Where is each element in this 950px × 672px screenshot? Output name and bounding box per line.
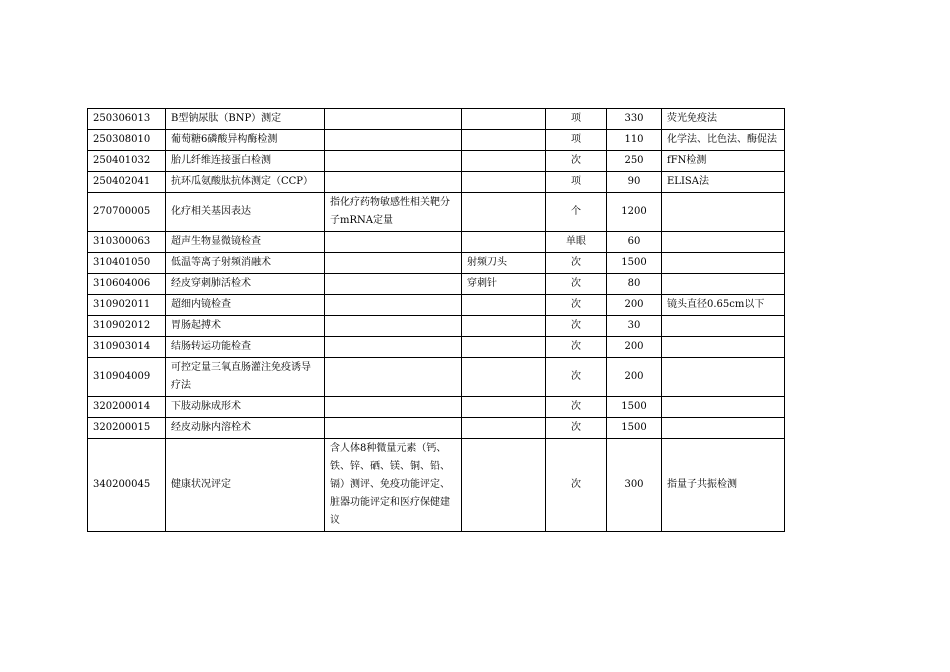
unit-cell: 次 (546, 274, 607, 295)
item-name-cell: 超细内镜检查 (166, 295, 325, 316)
excluded-material-cell (462, 130, 546, 151)
price-cell: 200 (607, 337, 662, 358)
item-name-cell: 下肢动脉成形术 (166, 397, 325, 418)
table-row (88, 172, 785, 193)
item-code-cell: 310904009 (88, 358, 166, 397)
excluded-material-cell (462, 109, 546, 130)
item-code-cell: 250401032 (88, 151, 166, 172)
item-name-cell: 超声生物显微镜检查 (166, 232, 325, 253)
price-table (87, 108, 785, 532)
item-name-cell: 抗环瓜氨酸肽抗体测定（CCP） (166, 172, 325, 193)
note-cell: 化学法、比色法、酶促法 (662, 130, 785, 151)
table-row (88, 193, 785, 232)
item-code-cell: 250306013 (88, 109, 166, 130)
unit-cell: 单眼 (546, 232, 607, 253)
item-content-cell: 指化疗药物敏感性相关靶分子mRNA定量 (325, 193, 462, 232)
item-code-cell: 250402041 (88, 172, 166, 193)
excluded-material-cell (462, 358, 546, 397)
note-cell: ELISA法 (662, 172, 785, 193)
price-cell: 300 (607, 439, 662, 532)
excluded-material-cell (462, 397, 546, 418)
item-name-cell: 经皮动脉内溶栓术 (166, 418, 325, 439)
item-code-cell: 310902011 (88, 295, 166, 316)
excluded-material-cell (462, 316, 546, 337)
item-code-cell: 310902012 (88, 316, 166, 337)
item-content-cell (325, 274, 462, 295)
item-name-cell: 胃肠起搏术 (166, 316, 325, 337)
item-content-cell (325, 418, 462, 439)
item-content-cell: 含人体8种微量元素（钙、铁、锌、硒、镁、铜、铅、镉）测评、免疫功能评定、脏器功能评定和医疗保健建议 (325, 439, 462, 532)
unit-cell: 次 (546, 151, 607, 172)
table-row (88, 151, 785, 172)
excluded-material-cell (462, 337, 546, 358)
note-cell (662, 397, 785, 418)
table-row (88, 274, 785, 295)
item-code-cell: 320200015 (88, 418, 166, 439)
table-body (88, 109, 785, 532)
item-content-cell (325, 151, 462, 172)
item-content-cell (325, 172, 462, 193)
price-cell: 250 (607, 151, 662, 172)
unit-cell: 项 (546, 109, 607, 130)
price-cell: 1200 (607, 193, 662, 232)
unit-cell: 项 (546, 172, 607, 193)
table-row (88, 337, 785, 358)
item-content-cell (325, 232, 462, 253)
item-name-cell: 化疗相关基因表达 (166, 193, 325, 232)
item-code-cell: 310401050 (88, 253, 166, 274)
price-cell: 330 (607, 109, 662, 130)
item-content-cell (325, 397, 462, 418)
note-cell (662, 193, 785, 232)
item-code-cell: 270700005 (88, 193, 166, 232)
item-content-cell (325, 130, 462, 151)
price-cell: 90 (607, 172, 662, 193)
table-row (88, 418, 785, 439)
item-name-cell: 葡萄糖6磷酸异构酶检测 (166, 130, 325, 151)
table-row (88, 358, 785, 397)
note-cell: 指量子共振检测 (662, 439, 785, 532)
table-row (88, 316, 785, 337)
price-cell: 110 (607, 130, 662, 151)
item-name-cell: 可控定量三氧直肠灌注免疫诱导疗法 (166, 358, 325, 397)
note-cell: fFN检测 (662, 151, 785, 172)
item-code-cell: 310903014 (88, 337, 166, 358)
price-cell: 80 (607, 274, 662, 295)
note-cell (662, 337, 785, 358)
table-row (88, 109, 785, 130)
excluded-material-cell (462, 295, 546, 316)
excluded-material-cell (462, 418, 546, 439)
unit-cell: 次 (546, 439, 607, 532)
item-code-cell: 310300063 (88, 232, 166, 253)
item-content-cell (325, 109, 462, 130)
item-content-cell (325, 253, 462, 274)
price-cell: 200 (607, 358, 662, 397)
price-cell: 60 (607, 232, 662, 253)
table-row (88, 397, 785, 418)
table-row (88, 130, 785, 151)
excluded-material-cell (462, 172, 546, 193)
item-name-cell: 低温等离子射频消融术 (166, 253, 325, 274)
unit-cell: 个 (546, 193, 607, 232)
item-code-cell: 310604006 (88, 274, 166, 295)
item-name-cell: B型钠尿肽（BNP）测定 (166, 109, 325, 130)
unit-cell: 次 (546, 397, 607, 418)
note-cell (662, 418, 785, 439)
table-row (88, 439, 785, 532)
note-cell (662, 316, 785, 337)
unit-cell: 次 (546, 253, 607, 274)
excluded-material-cell (462, 232, 546, 253)
note-cell: 荧光免疫法 (662, 109, 785, 130)
note-cell (662, 253, 785, 274)
unit-cell: 项 (546, 130, 607, 151)
note-cell (662, 232, 785, 253)
table-row (88, 295, 785, 316)
price-cell: 1500 (607, 397, 662, 418)
table-row (88, 253, 785, 274)
price-cell: 30 (607, 316, 662, 337)
unit-cell: 次 (546, 418, 607, 439)
unit-cell: 次 (546, 316, 607, 337)
item-name-cell: 胎儿纤维连接蛋白检测 (166, 151, 325, 172)
unit-cell: 次 (546, 337, 607, 358)
excluded-material-cell: 射频刀头 (462, 253, 546, 274)
excluded-material-cell (462, 193, 546, 232)
item-content-cell (325, 337, 462, 358)
item-content-cell (325, 316, 462, 337)
note-cell (662, 358, 785, 397)
unit-cell: 次 (546, 358, 607, 397)
excluded-material-cell (462, 439, 546, 532)
item-name-cell: 经皮穿刺肺活检术 (166, 274, 325, 295)
note-cell: 镜头直径0.65cm以下 (662, 295, 785, 316)
excluded-material-cell (462, 151, 546, 172)
price-cell: 1500 (607, 253, 662, 274)
item-name-cell: 结肠转运功能检查 (166, 337, 325, 358)
item-content-cell (325, 295, 462, 316)
unit-cell: 次 (546, 295, 607, 316)
table-row (88, 232, 785, 253)
price-cell: 200 (607, 295, 662, 316)
item-name-cell: 健康状况评定 (166, 439, 325, 532)
price-cell: 1500 (607, 418, 662, 439)
item-content-cell (325, 358, 462, 397)
excluded-material-cell: 穿刺针 (462, 274, 546, 295)
note-cell (662, 274, 785, 295)
item-code-cell: 340200045 (88, 439, 166, 532)
item-code-cell: 250308010 (88, 130, 166, 151)
item-code-cell: 320200014 (88, 397, 166, 418)
